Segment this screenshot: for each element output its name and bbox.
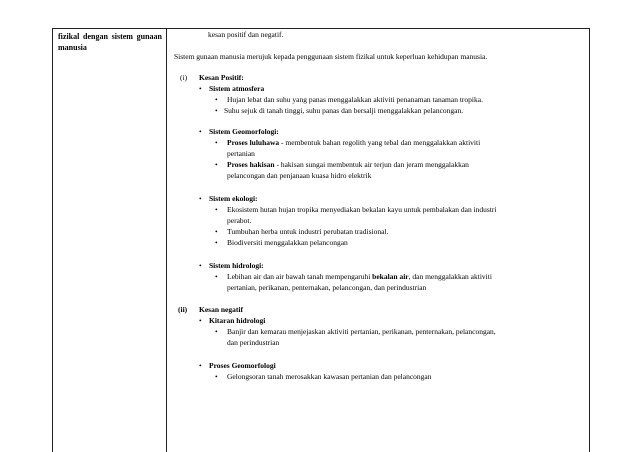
bullet-icon: •	[215, 138, 218, 147]
list-item	[227, 272, 492, 282]
group-title-proses-geomorfologi: Proses Geomorfologi	[209, 361, 276, 370]
group-title-kitaran-hidrologi: Kitaran hidrologi	[209, 316, 266, 325]
list-item: Hujan lebat dan suhu yang panas menggalakkan aktiviti penanaman tanaman tropika.	[227, 95, 483, 104]
list-item	[227, 160, 469, 170]
bullet-icon: •	[215, 95, 218, 104]
item-text: - hakisan sungai membentuk air terjun dan jeram menggalakkan	[274, 160, 469, 169]
term: Proses hakisan	[227, 160, 275, 169]
list-item: Tumbuhan herba untuk industri perubatan tradisional.	[227, 227, 389, 236]
list-item: Biodiversiti menggalakkan pelancongan	[227, 238, 348, 247]
definition-text: Sistem gunaan manusia merujuk kepada penggunaan sistem fizikal untuk keperluan kehidupan manusia.	[174, 52, 488, 61]
bullet-icon: •	[215, 238, 218, 247]
bullet-icon: •	[215, 327, 218, 336]
bullet-icon: •	[215, 272, 218, 281]
content-table	[52, 28, 590, 452]
column-divider	[166, 29, 167, 452]
bullet-icon: •	[199, 361, 202, 370]
negative-heading: Kesan negatif	[199, 305, 243, 314]
intro-continuation: kesan positif dan negatif.	[208, 30, 284, 39]
bullet-icon: •	[215, 372, 218, 381]
term: Proses luluhawa	[227, 138, 280, 147]
list-item: Ekosistem hutan hujan tropika menyediakan bekalan kayu untuk pembalakan dan industri	[227, 205, 497, 214]
list-item-continuation: perabot.	[227, 216, 252, 225]
list-item-continuation: pertanian	[227, 149, 255, 158]
list-item: Suhu sejuk di tanah tinggi, suhu panas dan bersalji menggalakkan pelancongan.	[224, 106, 464, 115]
negative-marker: (ii)	[178, 305, 188, 314]
positive-heading: Kesan Positif:	[199, 73, 244, 82]
bullet-icon: •	[199, 127, 202, 136]
list-item-continuation: pelancongan dan penjanaan kuasa hidro elektrik	[227, 171, 372, 180]
item-text: Lebihan air dan air bawah tanah mempengaruhi	[227, 272, 373, 281]
list-item-continuation: pertanian, perikanan, penternakan, pelancongan, dan perindustrian	[227, 283, 427, 292]
bullet-icon: •	[199, 84, 202, 93]
list-item-continuation: dan perindustrian	[227, 338, 280, 347]
term: bekalan air	[372, 272, 409, 281]
list-item: Banjir dan kemarau menjejaskan aktiviti pertanian, perikanan, penternakan, pelancongan,	[227, 327, 496, 336]
list-item: Gelongsoran tanah merosakkan kawasan pertanian dan pelancongan	[227, 372, 432, 381]
group-title-ekologi: Sistem ekologi:	[209, 194, 258, 203]
positive-marker: (i)	[180, 73, 188, 82]
list-item	[227, 138, 480, 148]
bullet-icon: •	[215, 160, 218, 169]
group-title-atmosfera: Sistem atmosfera	[209, 84, 265, 93]
bullet-icon: •	[215, 106, 218, 115]
group-title-geomorfologi: Sistem Geomorfologi:	[209, 127, 279, 136]
item-text: , dan menggalakkan aktiviti	[408, 272, 492, 281]
group-title-hidrologi: Sistem hidrologi:	[209, 261, 264, 270]
bullet-icon: •	[215, 205, 218, 214]
item-text: - membentuk bahan regolith yang tebal dan menggalakkan aktiviti	[279, 138, 481, 147]
topic-cell: fizikal dengan sistem gunaan manusia	[58, 32, 162, 52]
bullet-icon: •	[215, 227, 218, 236]
bullet-icon: •	[199, 194, 202, 203]
bullet-icon: •	[199, 316, 202, 325]
bullet-icon: •	[199, 261, 202, 270]
